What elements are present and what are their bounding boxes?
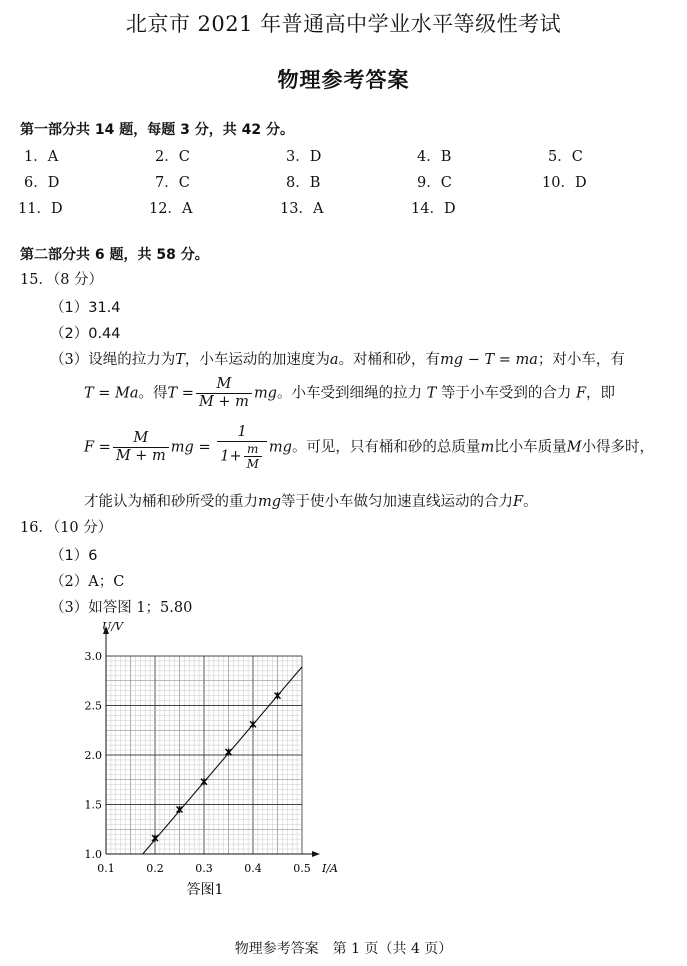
mc-answer: 14．D bbox=[411, 201, 456, 217]
x-axis-label: I/A bbox=[322, 862, 338, 875]
mc-answer: 9．C bbox=[417, 175, 452, 191]
q15-answer-3-line2: T = Ma。得T = $\frac{M}{M + m}$ mg。小车受到细绳的拉力 T 等于小车受到的合力 F，即 bbox=[84, 376, 616, 410]
q16-label: 16．（10 分） bbox=[20, 520, 113, 536]
mc-answer: 10．D bbox=[542, 175, 587, 191]
part1-heading: 第一部分共 14 题，每题 3 分，共 42 分。 bbox=[20, 122, 294, 138]
q15-answer-3-line3: F = $\frac{M}{M + m}$ mg = 1 1+ $\frac{m}{M}$ mg。可见，只有桶和砂的总质量m比小车质量M小得多时， bbox=[84, 424, 655, 471]
x-tick-label: 0.3 bbox=[195, 862, 213, 875]
q15-label: 15．（8 分） bbox=[20, 272, 104, 288]
ui-chart bbox=[60, 612, 360, 902]
mc-answer: 7．C bbox=[155, 175, 190, 191]
mc-answer: 13．A bbox=[280, 201, 324, 217]
x-axis-arrow bbox=[312, 851, 320, 857]
page-subtitle: 物理参考答案 bbox=[277, 67, 410, 92]
mc-answer: 4．B bbox=[417, 149, 452, 165]
q15-answer-3-line4: 才能认为桶和砂所受的重力mg等于使小车做匀加速直线运动的合力F。 bbox=[84, 494, 538, 510]
q15-answer-3-line1: （3）设绳的拉力为T，小车运动的加速度为a。对桶和砂，有mg − T = ma；对小车，有 bbox=[50, 352, 625, 368]
part2-heading: 第二部分共 6 题，共 58 分。 bbox=[20, 247, 209, 263]
figure-caption: 答图1 bbox=[186, 882, 224, 898]
data-point bbox=[250, 721, 256, 728]
q16-answer-2: （2）A；C bbox=[50, 574, 125, 590]
mc-answer: 2．C bbox=[155, 149, 190, 165]
q15-answer-1: （1）31.4 bbox=[50, 300, 121, 316]
y-tick-label: 1.5 bbox=[84, 798, 102, 812]
x-tick-label: 0.4 bbox=[244, 862, 262, 875]
x-tick-label: 0.1 bbox=[97, 862, 115, 875]
x-tick-label: 0.2 bbox=[146, 862, 164, 875]
mc-answer: 12．A bbox=[149, 201, 193, 217]
y-tick-label: 3.0 bbox=[84, 650, 102, 663]
y-tick-label: 2.5 bbox=[84, 699, 102, 713]
data-point bbox=[152, 835, 158, 842]
x-tick-label: 0.5 bbox=[293, 862, 311, 875]
mc-answer: 1．A bbox=[24, 149, 59, 165]
q16-answer-1: （1）6 bbox=[50, 548, 98, 564]
mc-answer: 3．D bbox=[286, 149, 322, 165]
data-point bbox=[201, 778, 207, 785]
q15-answer-2: （2）0.44 bbox=[50, 326, 121, 342]
mc-answer: 6．D bbox=[24, 175, 60, 191]
y-axis-label: U/V bbox=[102, 620, 123, 633]
mc-answer: 11．D bbox=[18, 201, 63, 217]
y-tick-label: 2.0 bbox=[84, 749, 102, 762]
data-point bbox=[226, 749, 232, 756]
mc-answer: 5．C bbox=[548, 149, 583, 165]
page-title: 北京市 2021 年普通高中学业水平等级性考试 bbox=[125, 12, 562, 36]
q16-answer-3: （3）如答图 1；5.80 bbox=[50, 600, 193, 616]
page-footer: 物理参考答案 第 1 页（共 4 页） bbox=[234, 941, 453, 957]
mc-answer: 8．B bbox=[286, 175, 321, 191]
y-tick-label: 1.0 bbox=[84, 848, 102, 861]
